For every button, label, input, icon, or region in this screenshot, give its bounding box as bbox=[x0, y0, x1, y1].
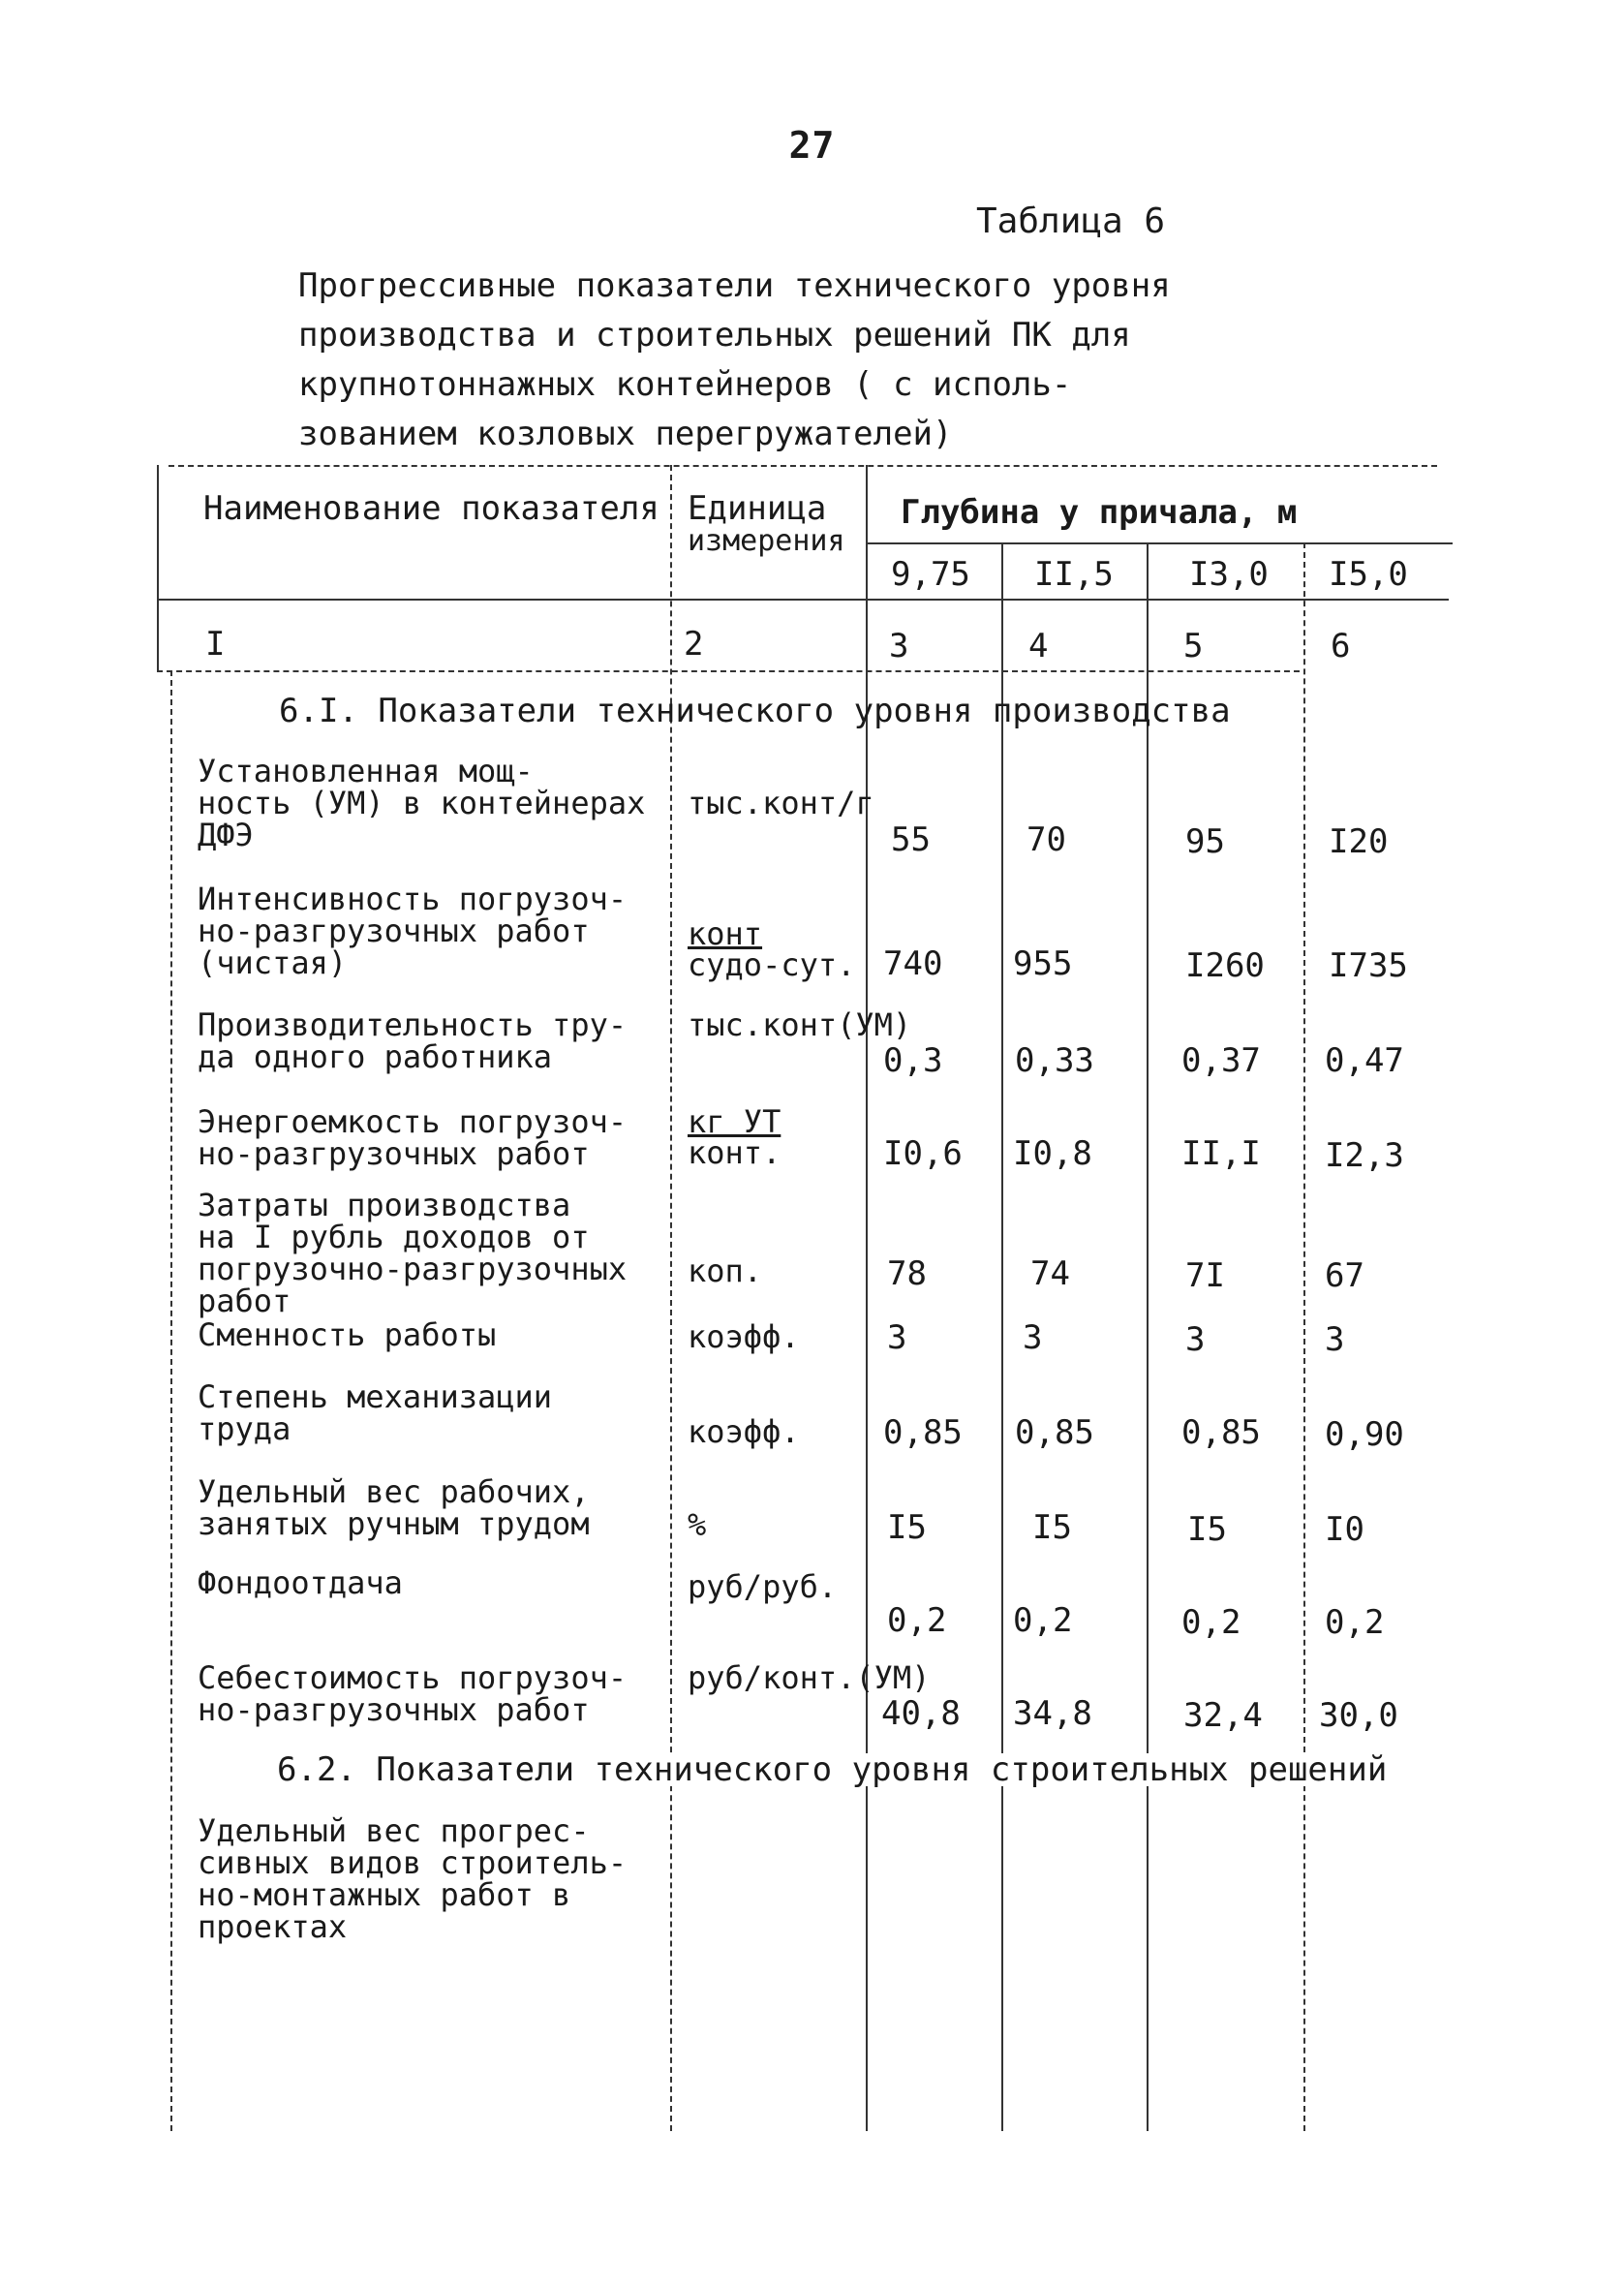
indicator-value: 3 bbox=[1325, 1320, 1345, 1359]
column-number-4: 4 bbox=[1028, 627, 1049, 665]
indicator-unit: % bbox=[688, 1506, 707, 1543]
caption-line: Прогрессивные показатели технического уровня bbox=[298, 266, 1171, 305]
indicator-value: 30,0 bbox=[1319, 1696, 1398, 1735]
indicator-value: 7I bbox=[1185, 1256, 1225, 1295]
header-depth-1: 9,75 bbox=[891, 555, 970, 594]
indicator-value: 0,2 bbox=[1181, 1603, 1241, 1642]
indicator-value: 0,2 bbox=[1013, 1601, 1073, 1640]
indicator-value: 55 bbox=[891, 820, 931, 859]
indicator-name: Установленная мощ- ность (УМ) в контейнерах ДФЭ bbox=[198, 753, 646, 853]
table-caption bbox=[298, 262, 1170, 459]
indicator-value: 0,85 bbox=[1181, 1413, 1261, 1452]
indicator-unit: тыс.конт(УМ) bbox=[688, 1006, 912, 1043]
indicator-value: 0,85 bbox=[1015, 1413, 1094, 1452]
caption-line: зованием козловых перегружателей) bbox=[298, 415, 953, 453]
column-number-2: 2 bbox=[684, 625, 704, 664]
indicator-unit-numerator: конт bbox=[688, 915, 763, 952]
indicator-name: Себестоимость погрузоч- но-разгрузочных работ bbox=[198, 1659, 628, 1728]
indicator-name: Энергоемкость погрузоч- но-разгрузочных работ bbox=[198, 1103, 628, 1172]
indicator-unit: руб/руб. bbox=[688, 1568, 838, 1605]
indicator-value: 3 bbox=[1185, 1320, 1206, 1359]
indicator-value: 40,8 bbox=[881, 1694, 961, 1733]
section-title: 6.2. Показатели технического уровня строительных решений bbox=[273, 1753, 1391, 1786]
indicator-name: Производительность тру- да одного работника bbox=[198, 1006, 628, 1075]
indicator-value: 3 bbox=[1023, 1318, 1043, 1357]
indicator-value: 740 bbox=[883, 944, 943, 983]
indicator-value: 3 bbox=[887, 1318, 907, 1357]
table-left-border-lower bbox=[170, 670, 172, 2131]
indicator-unit: руб/конт.(УМ) bbox=[688, 1659, 931, 1696]
indicator-value: 0,3 bbox=[883, 1041, 943, 1080]
header-unit-line-1: Единица bbox=[688, 489, 827, 528]
indicator-value: I2,3 bbox=[1325, 1136, 1404, 1175]
indicator-unit: тыс.конт/г bbox=[688, 785, 874, 821]
indicator-name: Затраты производства на I рубль доходов от погрузочно-разгрузочных работ bbox=[198, 1187, 628, 1319]
column-divider-5 bbox=[1147, 542, 1149, 2131]
table-left-border bbox=[157, 465, 159, 670]
indicator-value: 955 bbox=[1013, 944, 1073, 983]
header-depth-3: I3,0 bbox=[1189, 555, 1269, 594]
column-divider-6 bbox=[1303, 542, 1305, 2131]
indicator-name: Интенсивность погрузоч- но-разгрузочных работ (чистая) bbox=[198, 881, 628, 981]
indicator-value: 34,8 bbox=[1013, 1694, 1092, 1733]
indicator-value: I5 bbox=[887, 1508, 927, 1547]
indicator-value: 0,2 bbox=[1325, 1603, 1385, 1642]
indicator-name: Фондоотдача bbox=[198, 1564, 403, 1601]
indicator-unit: коэфф. bbox=[688, 1318, 800, 1355]
indicator-value: 67 bbox=[1325, 1256, 1364, 1295]
indicator-value: 32,4 bbox=[1183, 1696, 1263, 1735]
header-depth: Глубина у причала, м bbox=[901, 493, 1298, 532]
indicator-unit: коэфф. bbox=[688, 1413, 800, 1450]
indicator-value: II,I bbox=[1181, 1134, 1261, 1173]
header-bottom-border bbox=[157, 599, 1449, 601]
indicator-value: I0,6 bbox=[883, 1134, 963, 1173]
caption-line: производства и строительных решений ПК для bbox=[298, 316, 1131, 355]
indicator-value: 0,37 bbox=[1181, 1041, 1261, 1080]
indicator-value: 70 bbox=[1026, 820, 1066, 859]
page-number: 27 bbox=[788, 124, 836, 167]
indicator-value: I735 bbox=[1329, 946, 1408, 985]
indicator-value: 0,47 bbox=[1325, 1041, 1404, 1080]
indicator-unit-numerator: кг УТ bbox=[688, 1103, 781, 1140]
caption-line: крупнотоннажных контейнеров ( с исполь- bbox=[298, 365, 1072, 404]
indicator-name: Удельный вес рабочих, занятых ручным трудом bbox=[198, 1473, 590, 1542]
header-unit-line-2: измерения bbox=[688, 524, 845, 558]
indicator-value: 78 bbox=[887, 1254, 927, 1293]
table-label: Таблица 6 bbox=[976, 201, 1166, 241]
column-number-1: I bbox=[205, 625, 226, 664]
column-number-3: 3 bbox=[889, 627, 909, 665]
indicator-value: I20 bbox=[1329, 822, 1389, 861]
column-numbers-bottom-border bbox=[157, 670, 1300, 672]
header-name: Наименование показателя bbox=[203, 489, 659, 528]
indicator-value: 0,85 bbox=[883, 1413, 963, 1452]
indicator-value: I0 bbox=[1325, 1510, 1364, 1549]
column-number-6: 6 bbox=[1331, 627, 1351, 665]
indicator-value: 0,2 bbox=[887, 1601, 947, 1640]
indicator-value: I5 bbox=[1187, 1510, 1227, 1549]
indicator-name: Сменность работы bbox=[198, 1316, 497, 1353]
indicator-value: 74 bbox=[1030, 1254, 1070, 1293]
indicator-value: 95 bbox=[1185, 822, 1225, 861]
indicator-value: I260 bbox=[1185, 946, 1265, 985]
column-number-5: 5 bbox=[1183, 627, 1204, 665]
header-depth-4: I5,0 bbox=[1329, 555, 1408, 594]
depth-header-divider bbox=[866, 542, 1453, 544]
indicator-value: I0,8 bbox=[1013, 1134, 1092, 1173]
indicator-name: Удельный вес прогрес- сивных видов строитель- но-монтажных работ в проектах bbox=[198, 1812, 628, 1945]
indicator-name: Степень механизации труда bbox=[198, 1378, 553, 1447]
indicator-unit-denominator: судо-сут. bbox=[688, 946, 856, 983]
header-depth-2: II,5 bbox=[1034, 555, 1114, 594]
indicator-unit-denominator: конт. bbox=[688, 1134, 781, 1171]
indicator-value: I5 bbox=[1032, 1508, 1072, 1547]
indicator-unit: коп. bbox=[688, 1252, 763, 1289]
indicators-table bbox=[157, 465, 1453, 2131]
column-divider-4 bbox=[1001, 542, 1003, 2131]
table-top-border bbox=[169, 465, 1437, 467]
indicator-value: 0,90 bbox=[1325, 1415, 1404, 1454]
section-title: 6.I. Показатели технического уровня производства bbox=[279, 692, 1231, 730]
indicator-value: 0,33 bbox=[1015, 1041, 1094, 1080]
